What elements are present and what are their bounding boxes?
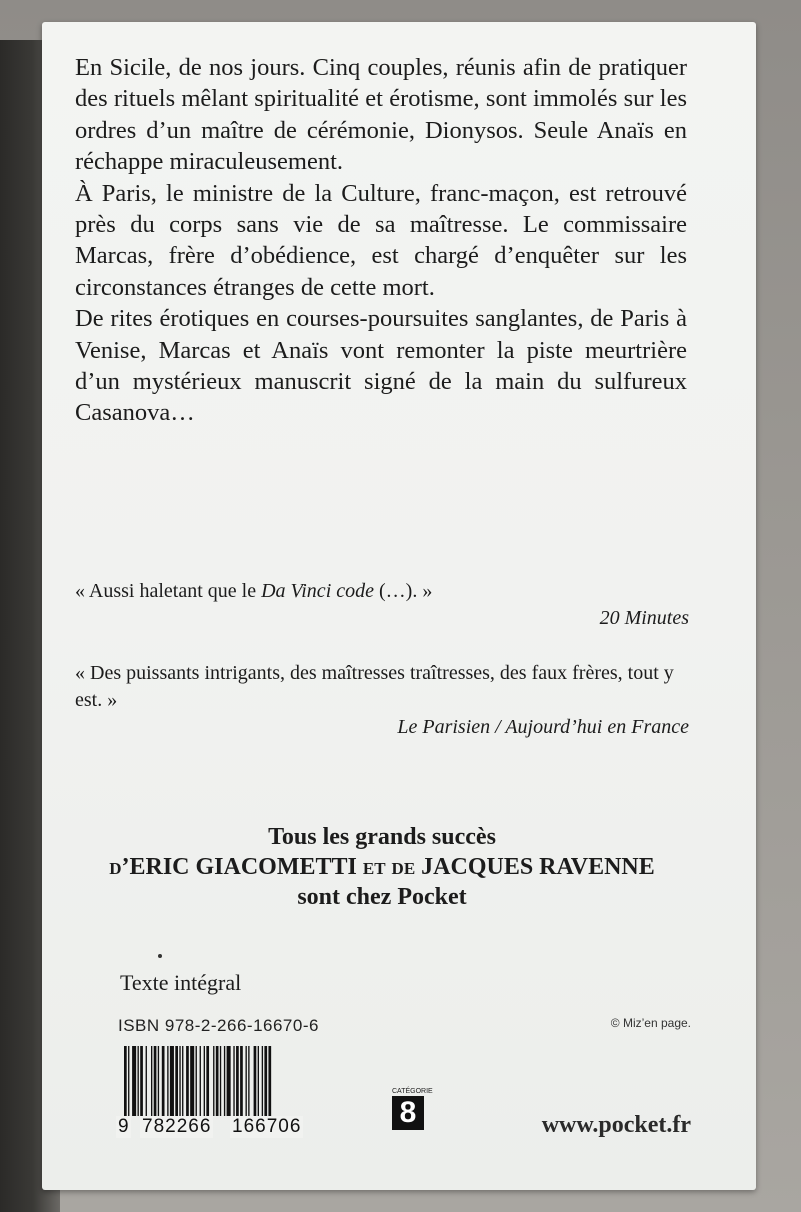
promo-line-3: sont chez Pocket: [297, 884, 467, 910]
barcode-bar: [146, 1046, 147, 1116]
barcode-bar: [170, 1046, 174, 1116]
barcode-bar: [220, 1046, 221, 1116]
barcode-bar: [190, 1046, 194, 1116]
quote-1-title: Da Vinci code: [261, 580, 374, 602]
review-quote-1: [75, 578, 689, 632]
barcode-bar: [179, 1046, 180, 1116]
category-number: 8: [392, 1096, 424, 1130]
barcode-bar: [162, 1046, 165, 1116]
barcode-bar: [151, 1046, 152, 1116]
quote-2-source: Le Parisien / Aujourd’hui en France: [397, 716, 689, 738]
barcode-right-digits: 166706: [232, 1116, 302, 1137]
promo-line-2: d’ERIC GIACOMETTI et de JACQUES RAVENNE: [109, 854, 655, 880]
barcode-bar: [167, 1046, 168, 1116]
barcode-bar: [175, 1046, 178, 1116]
synopsis-paragraph-3: De rites érotiques en courses-poursuites sanglantes, de Paris à Venise, Marcas et Anaïs vont remonter la piste meurtrière d’un mystérieux manuscrit signé de la main du sulfureux Casanova…: [75, 305, 687, 427]
synopsis-paragraph-1: En Sicile, de nos jours. Cinq couples, réunis afin de pratiquer des rituels mêlant spiritualité et érotisme, sont immolés sur les ordres d’un maître de cérémonie, Dionysos. Seule Anaïs en réchappe miraculeusement.: [75, 54, 687, 176]
barcode-bar: [138, 1046, 139, 1116]
barcode-bar: [240, 1046, 243, 1116]
synopsis-blurb: [75, 52, 687, 429]
barcode-bar: [158, 1046, 159, 1116]
edition-label: Texte intégral: [120, 970, 242, 995]
category-label: CATÉGORIE: [392, 1088, 433, 1095]
price-category: [392, 1088, 433, 1130]
barcode-bar: [262, 1046, 263, 1116]
quote-1-text-start: « Aussi haletant que le: [75, 580, 262, 602]
promo-line-1: Tous les grands succès: [268, 824, 496, 850]
barcode-bar: [154, 1046, 157, 1116]
barcode-bar: [246, 1046, 247, 1116]
barcode-bar: [186, 1046, 189, 1116]
barcode-bar: [227, 1046, 231, 1116]
barcode-bar: [254, 1046, 257, 1116]
barcode-bar: [248, 1046, 249, 1116]
barcode-bar: [132, 1046, 136, 1116]
barcode-bar: [236, 1046, 239, 1116]
review-quote-2: [75, 660, 689, 741]
bullet-dot: [158, 954, 162, 958]
synopsis-paragraph-2: À Paris, le ministre de la Culture, franc-maçon, est retrouvé près du corps sans vie de sa maîtresse. Le commissaire Marcas, frère d’obédience, est chargé d’enquêter sur les circonstances étranges de cette mort.: [75, 179, 687, 301]
barcode-bar: [213, 1046, 214, 1116]
isbn-number: ISBN 978-2-266-16670-6: [118, 1016, 319, 1035]
barcode-bar: [264, 1046, 267, 1116]
quote-2-text: « Des puissants intrigants, des maîtresses traîtresses, des faux frères, tout y est. »: [75, 662, 674, 711]
barcode-bar: [182, 1046, 183, 1116]
quote-1-source: 20 Minutes: [599, 607, 689, 629]
barcode-bar: [216, 1046, 219, 1116]
barcode-bar: [140, 1046, 143, 1116]
layout-credit: © Miz’en page.: [610, 1016, 691, 1030]
barcode-bar: [206, 1046, 209, 1116]
barcode-left-digits: 782266: [142, 1116, 212, 1137]
quote-1-text-end: (…). »: [374, 580, 433, 602]
barcode-bar: [224, 1046, 225, 1116]
barcode-bar: [233, 1046, 234, 1116]
barcode-first-digit: 9: [118, 1116, 129, 1137]
barcode-bar: [258, 1046, 259, 1116]
authors-promo: [75, 822, 689, 912]
publisher-website: www.pocket.fr: [541, 1112, 691, 1138]
